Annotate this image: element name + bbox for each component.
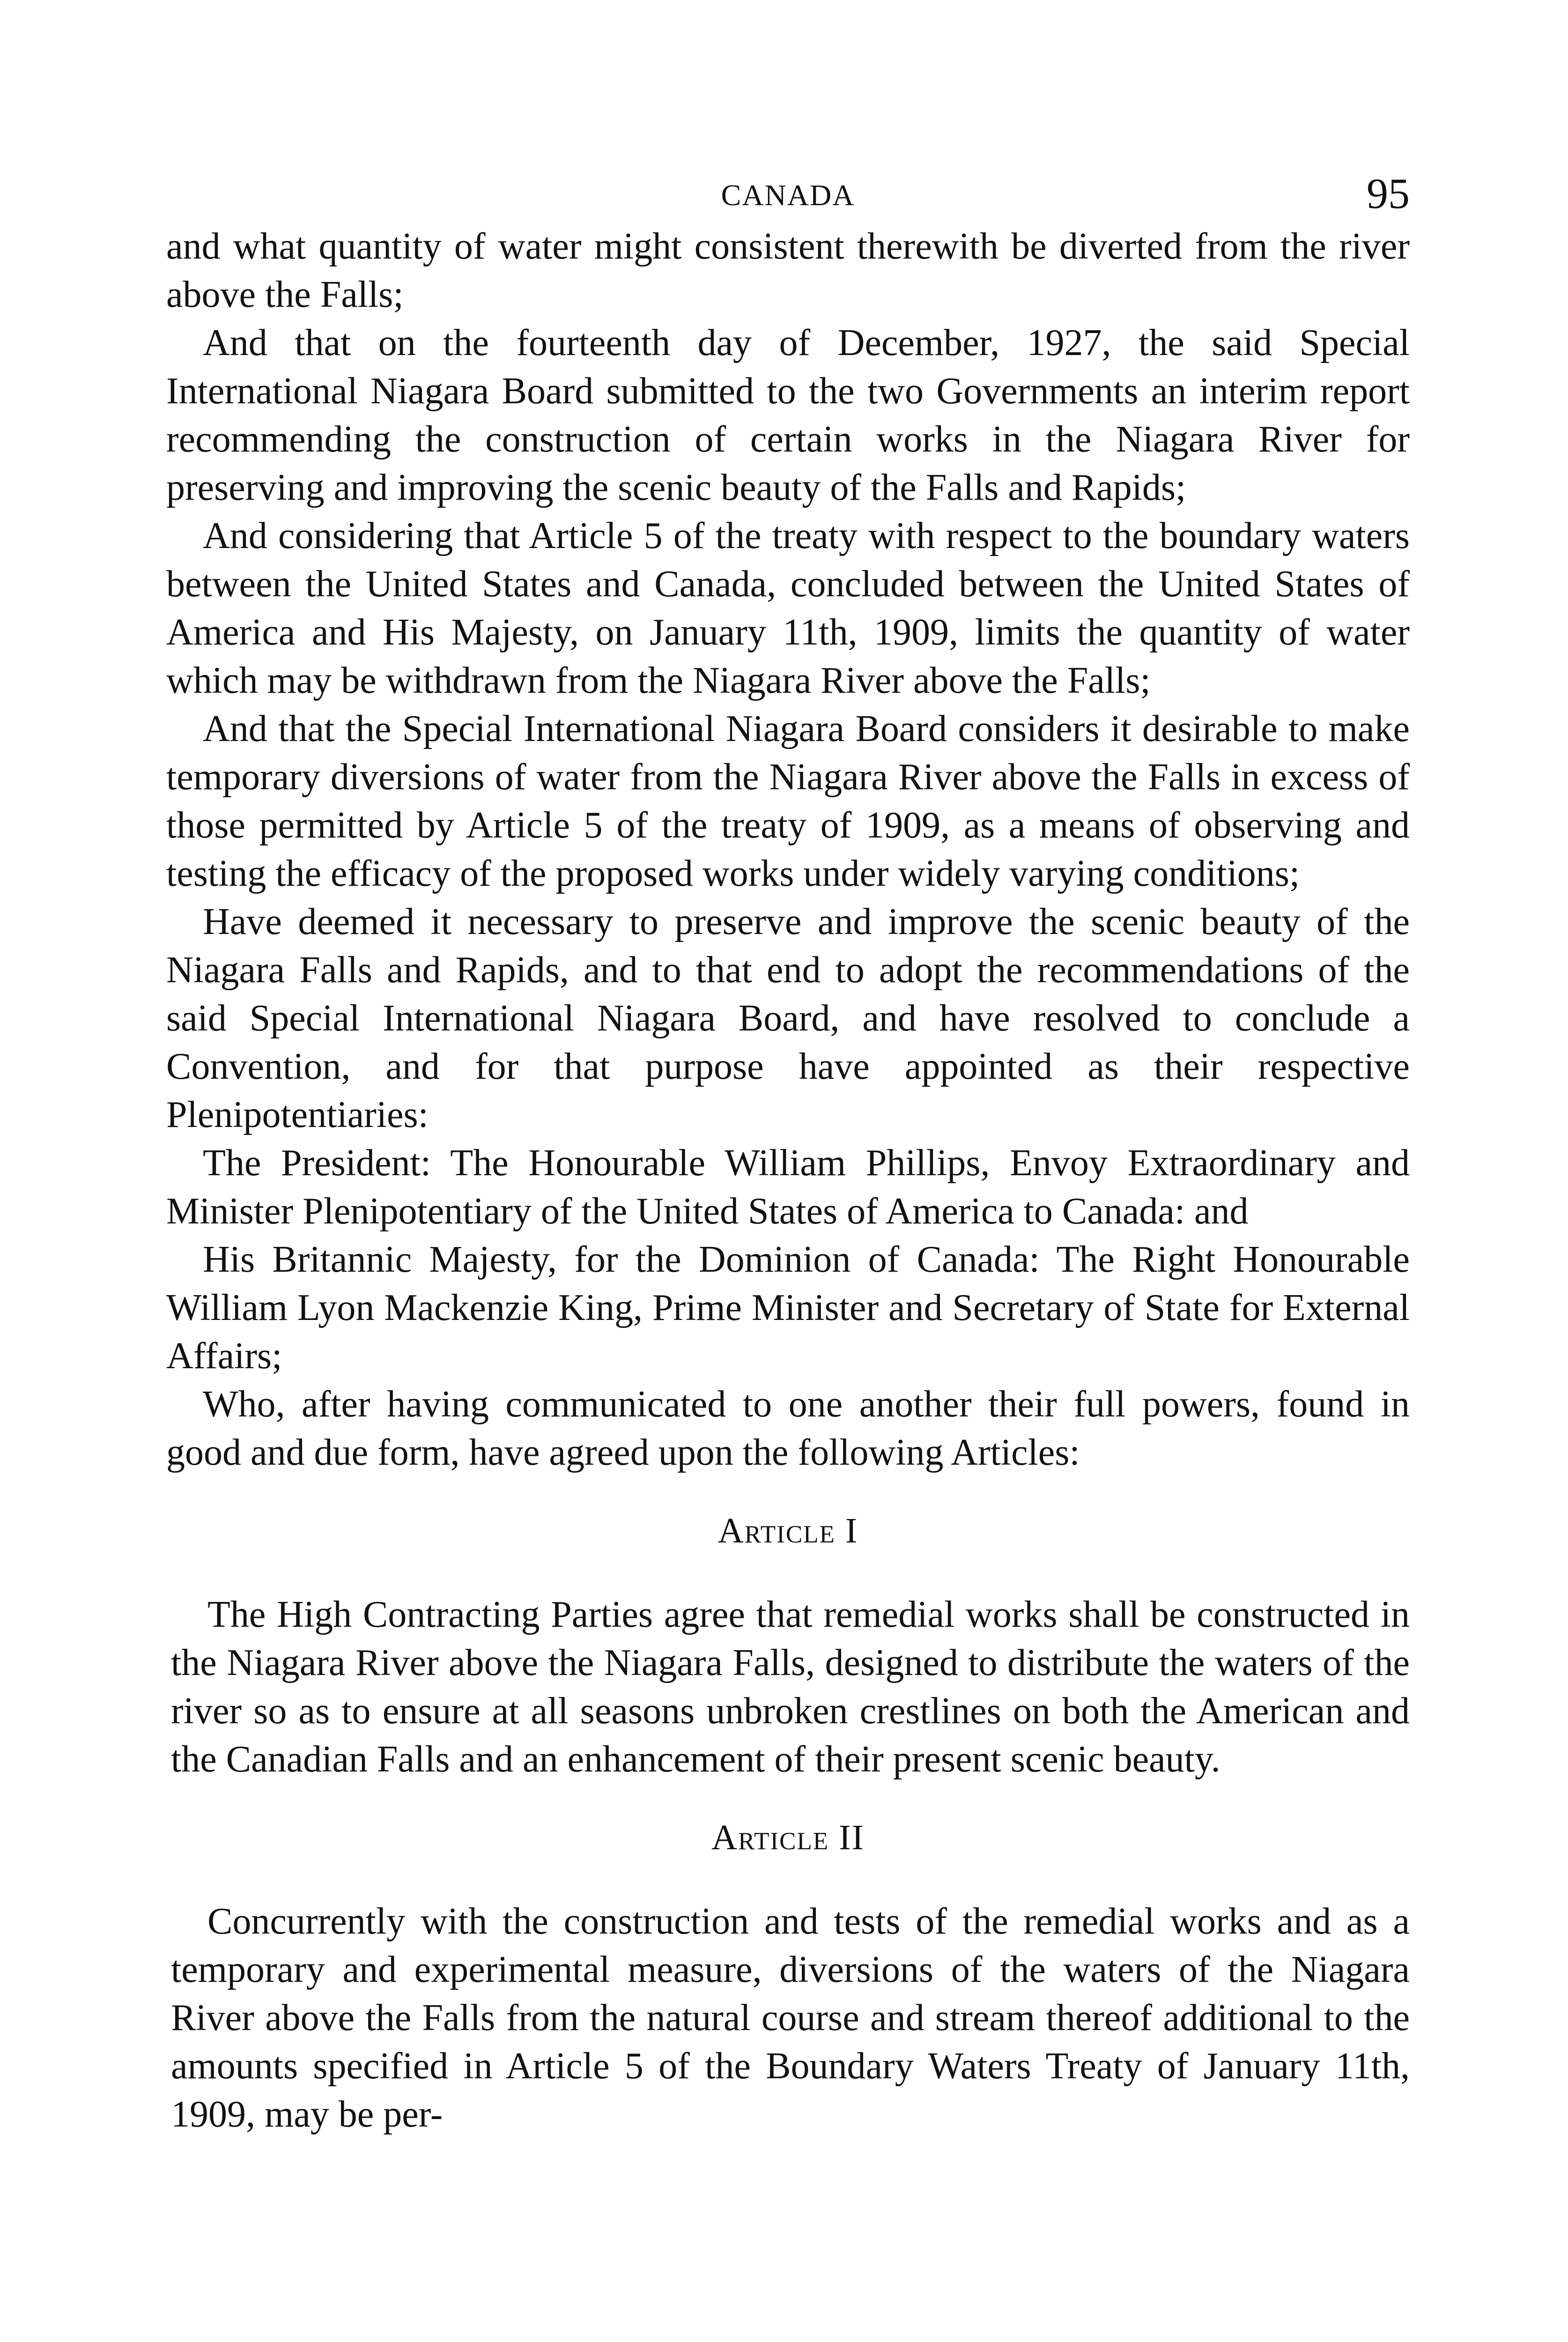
preamble-paragraph: And considering that Article 5 of the treaty with respect to the boundary waters between the United States and Canada, concluded between the United States of America and His Majesty, on January 11th, 1909, limits the quantity of water which may be withdrawn from the Niagara River above the Falls; bbox=[166, 515, 1410, 701]
preamble-paragraph: Who, after having communicated to one another their full powers, found in good and due form, have agreed upon the following Articles: bbox=[166, 1384, 1410, 1473]
article-heading: Article II bbox=[711, 1818, 865, 1857]
preamble-paragraph: His Britannic Majesty, for the Dominion of Canada: The Right Honourable William Lyon Mackenzie King, Prime Minister and Secretary of State for External Affairs; bbox=[166, 1239, 1410, 1377]
article-1 bbox=[166, 1507, 1410, 1784]
article-2 bbox=[166, 1814, 1410, 2139]
page-number: 95 bbox=[1367, 170, 1410, 217]
article-heading: Article I bbox=[717, 1511, 858, 1550]
article-text: Concurrently with the construction and tests of the remedial works and as a temporary and experimental measure, diversions of the waters of the Niagara River above the Falls from the natural course and stream thereof additional to the amounts specified in Article 5 of the Boundary Waters Treaty of January 11th, 1909, may be per- bbox=[171, 1901, 1410, 2135]
preamble-paragraph: and what quantity of water might consistent therewith be diverted from the river above the Falls; bbox=[166, 226, 1410, 315]
preamble-paragraph: Have deemed it necessary to preserve and improve the scenic beauty of the Niagara Falls and Rapids, and to that end to adopt the recommendations of the said Special International Niagara Board, and have resolved to conclude a Convention, and for that purpose have appointed as their respective Plenipotentiaries: bbox=[166, 901, 1410, 1135]
running-head bbox=[166, 169, 1410, 222]
running-title: CANADA bbox=[721, 178, 855, 212]
document-page bbox=[166, 169, 1410, 2139]
preamble bbox=[166, 222, 1410, 1477]
preamble-paragraph: And that the Special International Niagara Board considers it desirable to make temporary diversions of water from the Niagara River above the Falls in excess of those permitted by Article 5 of the treaty of 1909, as a means of observing and testing the efficacy of the proposed works under widely varying conditions; bbox=[166, 708, 1410, 894]
preamble-paragraph: And that on the fourteenth day of December, 1927, the said Special International Niagara Board submitted to the two Governments an interim report recommending the construction of certain works in the Niagara River for preserving and improving the scenic beauty of the Falls and Rapids; bbox=[166, 322, 1410, 508]
article-text: The High Contracting Parties agree that remedial works shall be constructed in the Niagara River above the Niagara Falls, designed to distribute the waters of the river so as to ensure at all seasons unbroken crestlines on both the American and the Canadian Falls and an enhancement of their present scenic beauty. bbox=[171, 1594, 1410, 1780]
preamble-paragraph: The President: The Honourable William Phillips, Envoy Extraordinary and Minister Plenipotentiary of the United States of America to Canada: and bbox=[166, 1142, 1410, 1232]
